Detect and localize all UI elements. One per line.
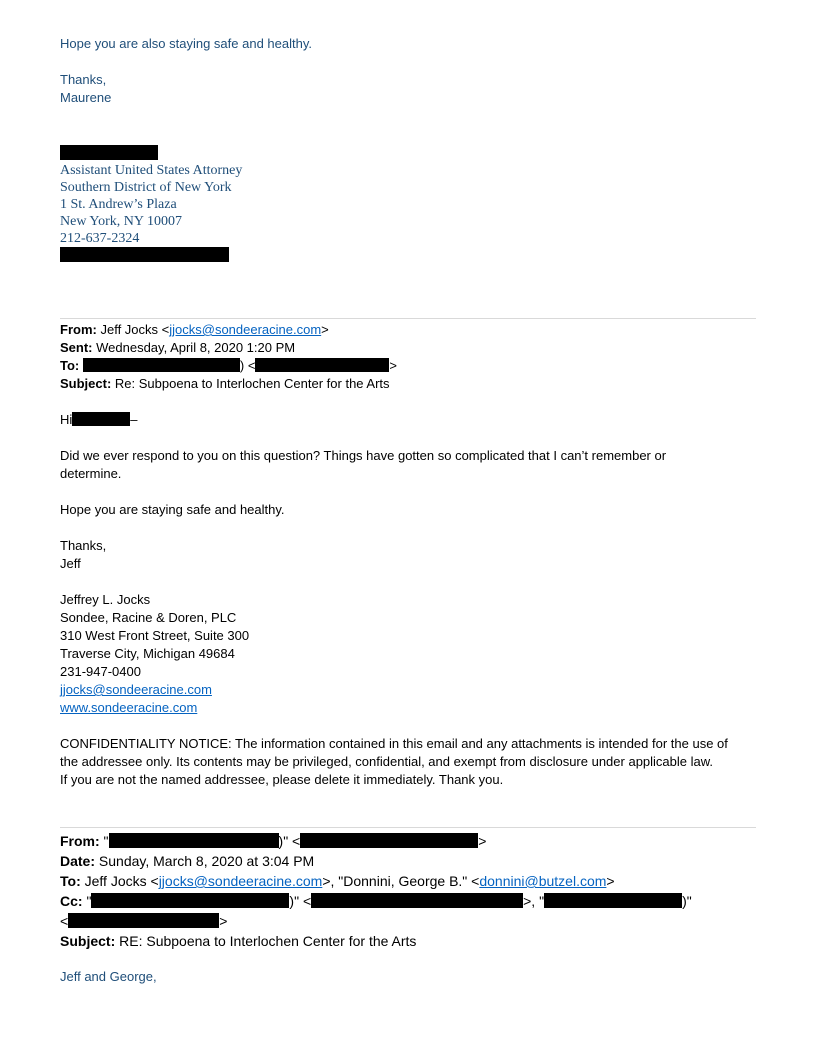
sig-web-link[interactable]: www.sondeeracine.com (60, 700, 198, 715)
to-email-link-1[interactable]: jjocks@sondeeracine.com (158, 873, 323, 889)
email2-from-line (60, 321, 329, 339)
from-close: > (478, 833, 487, 849)
to-label: To: (60, 358, 80, 373)
sig-firm: Sondee, Racine & Doren, PLC (60, 610, 237, 625)
subject-value: RE: Subpoena to Interlochen Center for the Arts (119, 933, 417, 949)
redaction-block (72, 412, 130, 426)
sent-label: Sent: (60, 340, 93, 355)
sig-name: Jeffrey L. Jocks (60, 592, 151, 607)
from-label: From: (60, 322, 97, 337)
subject-value: Re: Subpoena to Interlochen Center for the Arts (114, 376, 390, 391)
from-label: From: (60, 833, 100, 849)
to-label: To: (60, 873, 81, 889)
email2-body-1b: determine. (60, 466, 122, 481)
greeting-dash: – (130, 412, 138, 427)
email2-greeting (60, 411, 138, 429)
signature-office: Southern District of New York (60, 180, 232, 195)
confidentiality-2: the addressee only. Its contents may be privileged, confidential, and exempt from disclosure under applicable law. (60, 754, 714, 769)
sent-value: Wednesday, April 8, 2020 1:20 PM (96, 340, 296, 355)
from-mid: )" < (278, 833, 301, 849)
to-close: > (606, 873, 615, 889)
email2-sent-line (60, 339, 295, 357)
greeting-text: Hi (60, 412, 73, 427)
signature-address-2: New York, NY 10007 (60, 214, 182, 229)
email3-cc-line-2 (60, 911, 227, 931)
top-sender-name: Maurene (60, 90, 112, 105)
to-mid: ) < (239, 358, 256, 373)
email2-to-line (60, 357, 397, 375)
email3-to-line (60, 871, 615, 891)
cc-open: " (82, 893, 92, 909)
email3-cc-line (60, 891, 692, 911)
top-line-1: Hope you are also staying safe and healthy. (60, 36, 312, 51)
cc-label: Cc: (60, 893, 83, 909)
email2-body-2: Hope you are staying safe and healthy. (60, 502, 285, 517)
cc-line2-open: < (60, 913, 69, 929)
sig-phone: 231-947-0400 (60, 664, 141, 679)
email3-from-line (60, 831, 486, 851)
email2-subject-line (60, 375, 390, 393)
separator-line (60, 318, 756, 319)
from-close: > (321, 322, 329, 337)
email2-body-1: Did we ever respond to you on this question? Things have gotten so complicated that I can’t remember or (60, 448, 667, 463)
email3-date-line (60, 851, 314, 871)
signature-address-1: 1 St. Andrew’s Plaza (60, 197, 177, 212)
email2-name: Jeff (60, 556, 81, 571)
cc-line2-close: > (219, 913, 228, 929)
sig-web-line (60, 699, 197, 717)
from-name: Jeff Jocks < (100, 322, 170, 337)
email2-thanks: Thanks, (60, 538, 107, 553)
redaction-block (68, 913, 219, 928)
cc-mid-1: )" < (289, 893, 312, 909)
redaction-block (83, 358, 240, 372)
cc-mid-2: >, " (523, 893, 545, 909)
cc-end: )" (682, 893, 692, 909)
sig-email-link[interactable]: jjocks@sondeeracine.com (60, 682, 212, 697)
from-email-link[interactable]: jjocks@sondeeracine.com (169, 322, 322, 337)
separator-line (60, 827, 756, 828)
sig-address-1: 310 West Front Street, Suite 300 (60, 628, 250, 643)
to-email-link-2[interactable]: donnini@butzel.com (479, 873, 607, 889)
redaction-block (311, 893, 523, 908)
to-mid: >, "Donnini, George B." < (322, 873, 480, 889)
date-value: Sunday, March 8, 2020 at 3:04 PM (98, 853, 315, 869)
subject-label: Subject: (60, 933, 116, 949)
signature-title: Assistant United States Attorney (60, 163, 243, 178)
redaction-block (544, 893, 682, 908)
sig-address-2: Traverse City, Michigan 49684 (60, 646, 235, 661)
from-open: " (99, 833, 109, 849)
confidentiality-3: If you are not the named addressee, please delete it immediately. Thank you. (60, 772, 504, 787)
date-label: Date: (60, 853, 96, 869)
sig-email-line (60, 681, 212, 699)
to-name-1: Jeff Jocks < (84, 873, 159, 889)
top-thanks: Thanks, (60, 72, 107, 87)
signature-phone: 212-637-2324 (60, 231, 140, 246)
redaction-block (255, 358, 389, 372)
redaction-block (300, 833, 478, 848)
redaction-block (60, 247, 229, 265)
redaction-block (91, 893, 289, 908)
to-close: > (389, 358, 398, 373)
redaction-block (109, 833, 279, 848)
subject-label: Subject: (60, 376, 112, 391)
email3-subject-line (60, 931, 416, 951)
redaction-block (60, 145, 158, 163)
email3-greeting: Jeff and George, (60, 969, 157, 984)
confidentiality-1: CONFIDENTIALITY NOTICE: The information contained in this email and any attachments is intended for the use of (60, 736, 728, 751)
